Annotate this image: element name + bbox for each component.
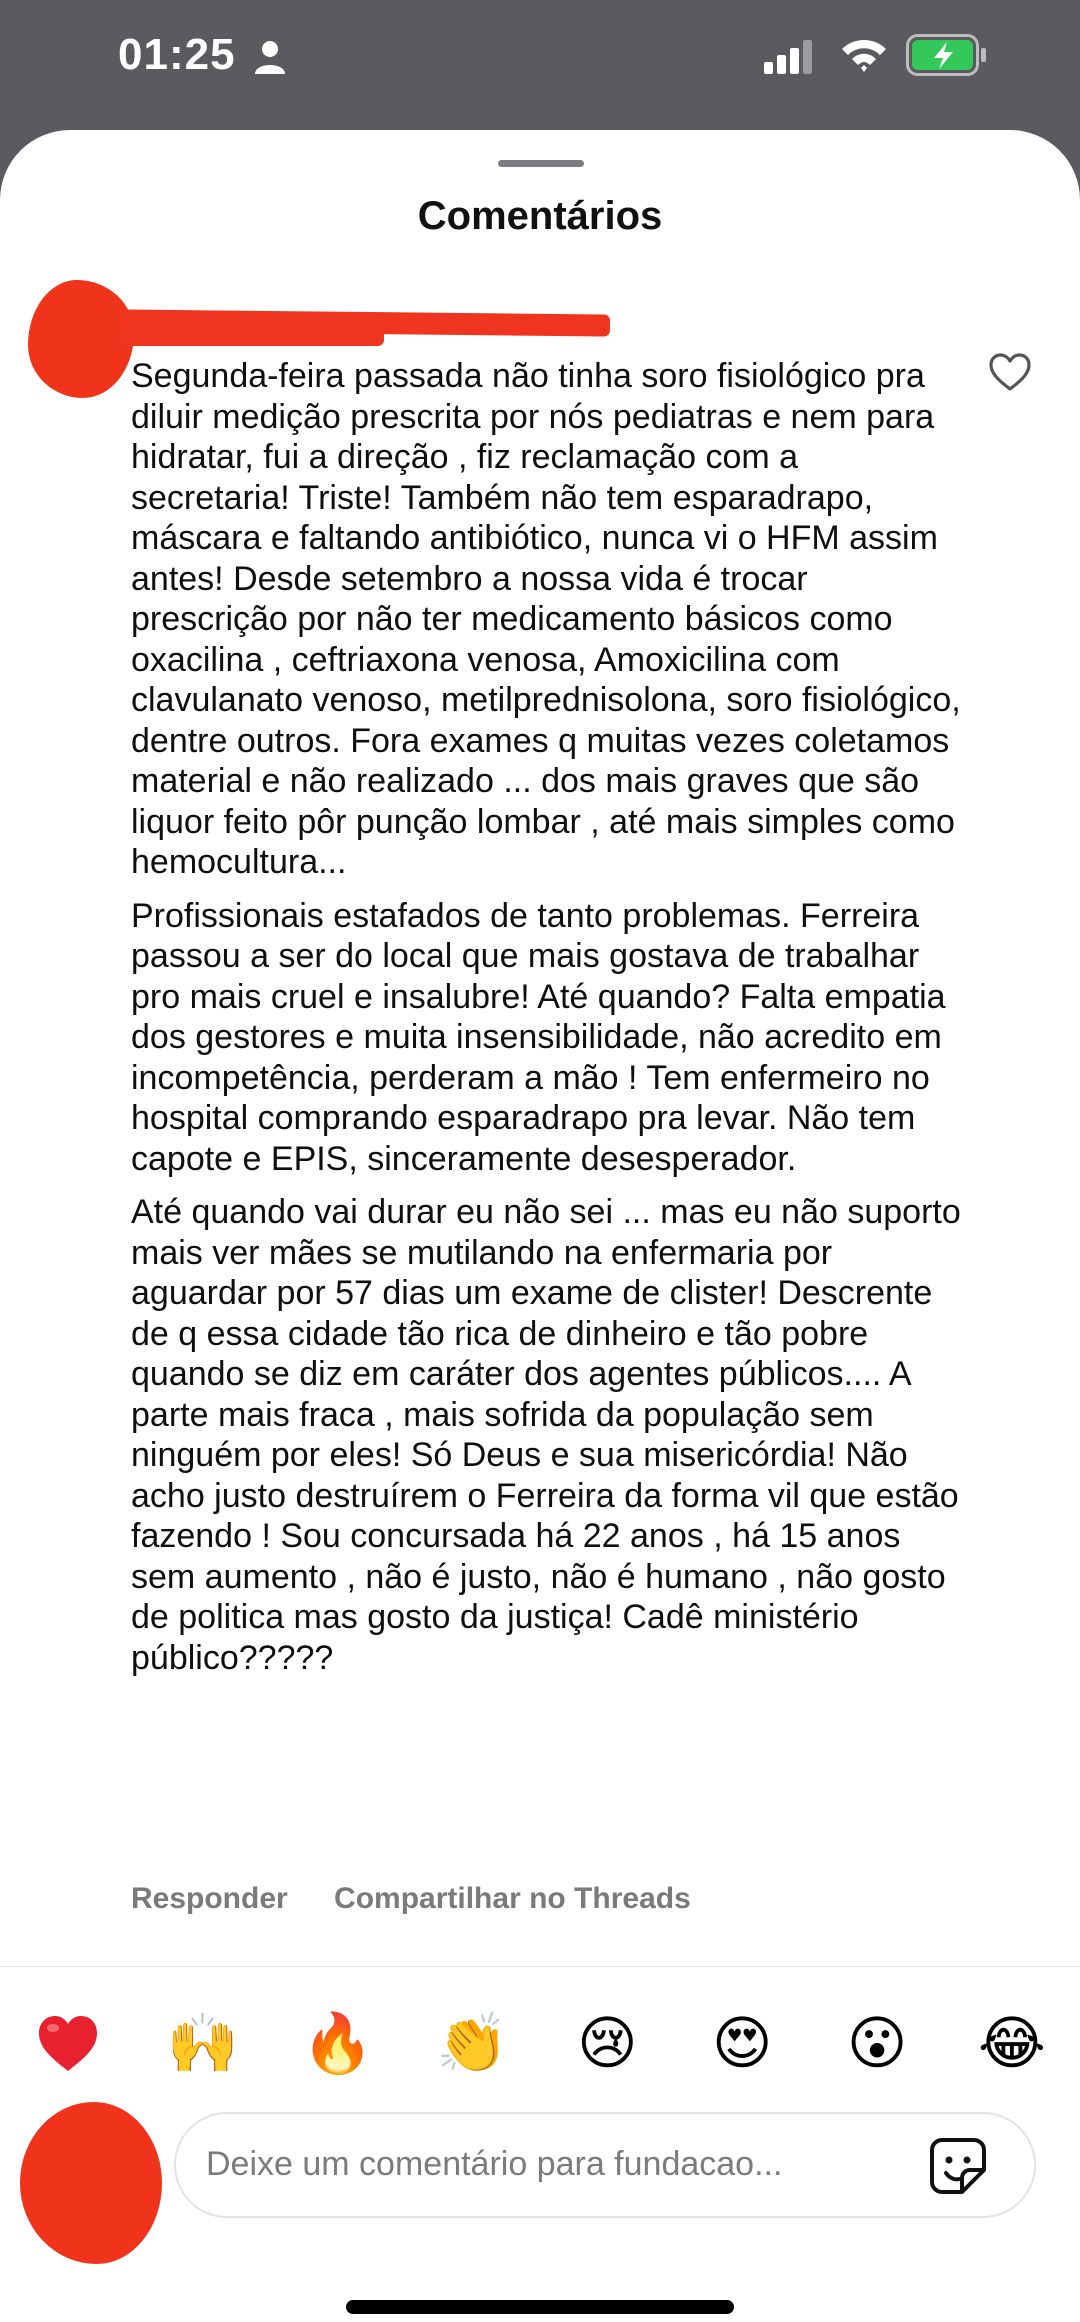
reaction-laughing-emoji[interactable]: 😂: [978, 2011, 1046, 2076]
user-avatar-redacted: [20, 2102, 162, 2264]
comment-paragraph: Até quando vai durar eu não sei ... mas eu não suporto mais ver mães se mutilando na enfermaria por aguardar por 57 dias um exame de clister! Descrente de q essa cidade tão rica de dinheiro e tão pobre quando se diz em caráter dos agentes públicos.... A parte mais fraca , mais sofrida da população sem ninguém por eles! Só Deus e sua misericórdia! Não acho justo destruírem o Ferreira da forma vil que estão fazendo ! Sou concursada há 22 anos , há 15 anos sem aumento , não é justo, não é humano , não gosto de politica mas gosto da justiça! Cadê ministério público?????: [131, 1193, 961, 1677]
status-bar: [0, 0, 1080, 130]
reaction-heart-emoji[interactable]: [30, 2006, 106, 2082]
divider: [0, 1966, 1080, 1967]
red-heart-icon: [35, 2011, 101, 2077]
reaction-raised-hands-emoji[interactable]: 🙌: [166, 2011, 239, 2076]
comment-text: [131, 356, 961, 1691]
reaction-bar: [30, 2004, 1050, 2084]
comment-actions: [131, 1882, 729, 1916]
comment-input-placeholder: Deixe um comentário para fundacao...: [206, 2145, 783, 2183]
signal-icon: [764, 40, 814, 74]
like-heart-icon[interactable]: [988, 352, 1032, 392]
reaction-clapping-emoji[interactable]: 👏: [436, 2011, 509, 2076]
reaction-heart-eyes-emoji[interactable]: 😍: [711, 2011, 773, 2076]
comment-paragraph: Segunda-feira passada não tinha soro fisiológico pra diluir medição prescrita por nós pediatras e nem para hidratar, fui a direção , fiz reclamação com a secretaria! Triste! Também não tem esparadrapo, máscara e faltando antibiótico, nunca vi o HFM assim antes! Desde setembro a nossa vida é trocar prescrição por não ter medicamento básicos como oxacilina , ceftriaxona venosa, Amoxicilina com clavulanato venoso, metilprednisolona, soro fisiológico, dentre outros. Fora exames q muitas vezes coletamos material e não realizado ... dos mais graves que são liquor feito pôr punção lombar , até mais simples como hemocultura...: [131, 357, 961, 881]
home-indicator[interactable]: [346, 2300, 734, 2314]
comments-sheet: [0, 130, 1080, 2322]
battery-charging-icon: [906, 34, 988, 76]
sheet-grabber[interactable]: [498, 160, 584, 167]
reaction-fire-emoji[interactable]: 🔥: [301, 2011, 374, 2076]
sticker-icon[interactable]: [928, 2136, 988, 2196]
reaction-surprised-emoji[interactable]: 😮: [846, 2011, 908, 2076]
person-icon: [254, 40, 286, 74]
share-threads-button[interactable]: Compartilhar no Threads: [334, 1882, 691, 1915]
wifi-icon: [840, 36, 888, 74]
reaction-crying-emoji[interactable]: 😢: [577, 2011, 638, 2076]
reply-button[interactable]: Responder: [131, 1882, 288, 1915]
sheet-title: Comentários: [417, 194, 663, 238]
comment-paragraph: Profissionais estafados de tanto problemas. Ferreira passou a ser do local que mais gostava de trabalhar pro mais cruel e insalubre! Até quando? Falta empatia dos gestores e muita insensibilidade, não acredito em incompetência, perderam a mão ! Tem enfermeiro no hospital comprando esparadrapo pra levar. Não tem capote e EPIS, sinceramente desesperador.: [131, 896, 946, 1178]
commenter-avatar-redacted[interactable]: [28, 280, 134, 398]
comment-input[interactable]: [174, 2112, 1036, 2218]
status-time: 01:25: [118, 30, 236, 79]
